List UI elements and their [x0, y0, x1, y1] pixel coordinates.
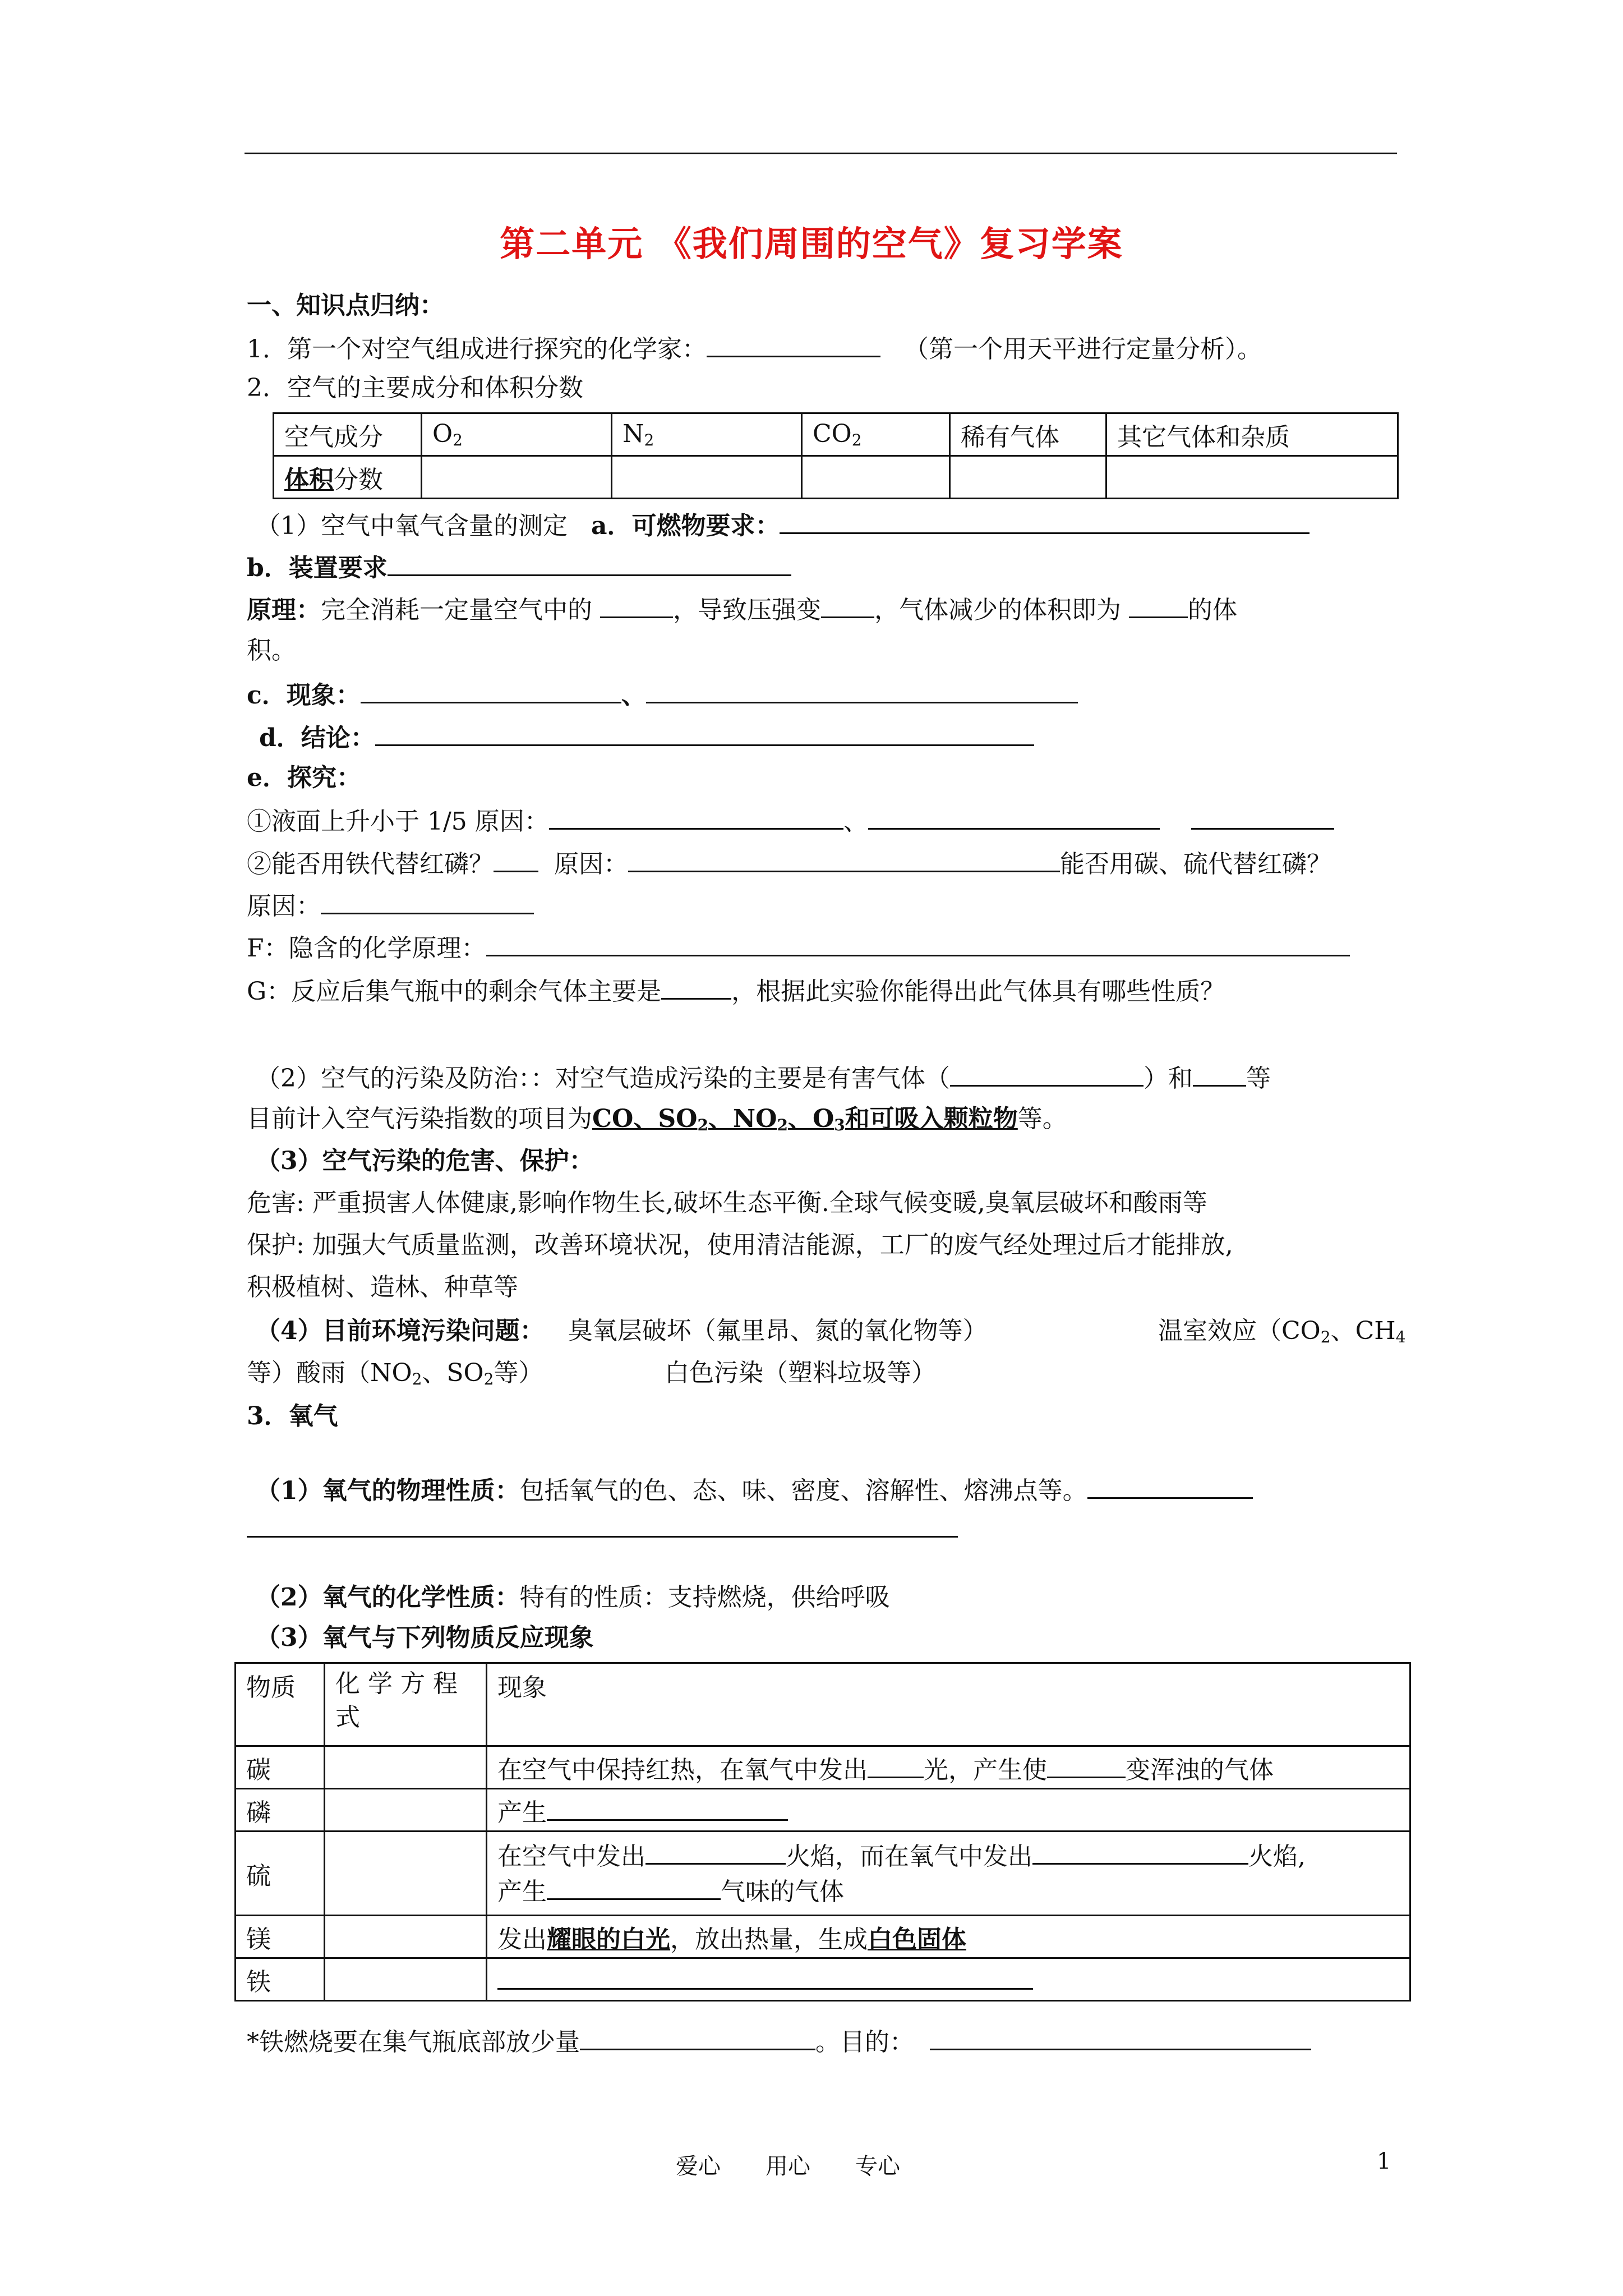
- table-cell[interactable]: [950, 456, 1106, 499]
- blank[interactable]: [361, 677, 621, 703]
- blank[interactable]: [646, 677, 1078, 703]
- table-cell: $O_2$: [422, 413, 612, 456]
- oxygen-test-line: （1）空气中氧气含量的测定 a．可燃物要求：: [256, 508, 1310, 543]
- blank[interactable]: [247, 1536, 958, 1538]
- table-row: 铁: [236, 1958, 1410, 2001]
- page-title: 第二单元 《我们周围的空气》复习学案: [500, 223, 1123, 264]
- acid-rain: 等）酸雨（$NO_2$、$SO_2$等）: [247, 1359, 543, 1388]
- table-row: 碳 在空气中保持红热，在氧气中发出 光，产生使 变浑浊的气体: [236, 1746, 1410, 1789]
- blank[interactable]: [950, 1060, 1144, 1087]
- blank[interactable]: [547, 1795, 788, 1821]
- table-cell: 空气成分: [274, 413, 422, 456]
- protect-text: 保护: 加强大气质量监测，改善环境状况，使用清洁能源，工厂的废气经处理过后才能排放,: [247, 1231, 1233, 1259]
- blank[interactable]: [1129, 592, 1188, 618]
- explore-heading: e．探究：: [247, 763, 361, 792]
- blank[interactable]: [547, 1874, 721, 1900]
- blank[interactable]: [707, 331, 880, 357]
- conclusion-line: d．结论：: [259, 720, 1034, 755]
- table-cell: $CO_2$: [802, 413, 950, 456]
- blank[interactable]: [486, 930, 1350, 956]
- blank[interactable]: [645, 1838, 786, 1865]
- reaction-table: [234, 1662, 1411, 2001]
- table-cell[interactable]: [422, 456, 612, 499]
- oxygen-chemical: （2）氧气的化学性质：特有的性质：支持燃烧，供给呼吸: [256, 1583, 890, 1612]
- blank[interactable]: [661, 973, 731, 1000]
- blank[interactable]: [821, 592, 874, 618]
- table-cell: 体积分数: [274, 456, 422, 499]
- question-1: 1．第一个对空气组成进行探究的化学家： （第一个用天平进行定量分析）。: [247, 331, 1262, 366]
- blank[interactable]: [321, 888, 534, 914]
- page-number: 1: [1377, 2148, 1391, 2174]
- table-cell[interactable]: [1106, 456, 1398, 499]
- remaining-gas: G：反应后集气瓶中的剩余气体主要是 ，根据此实验你能得出此气体具有哪些性质？: [247, 973, 1225, 1009]
- table-row: 镁 发出耀眼的白光，放出热量，生成白色固体: [236, 1916, 1410, 1958]
- pollution-index: 目前计入空气污染指数的项目为CO、$SO_2$、$NO_2$、$O_3$和可吸入颗粒物等。: [247, 1105, 1067, 1134]
- protect-text-2: 积极植树、造林、种草等: [247, 1273, 518, 1301]
- device-requirement: b．装置要求: [247, 550, 791, 585]
- phenomenon-line: c．现象： 、: [247, 677, 1078, 712]
- blank[interactable]: [497, 1963, 1033, 1990]
- blank[interactable]: [868, 1752, 924, 1778]
- table-cell[interactable]: [612, 456, 802, 499]
- principle-line-2: 积。: [247, 636, 296, 665]
- table-cell: 稀有气体: [950, 413, 1106, 456]
- blank[interactable]: [1191, 803, 1334, 830]
- blank[interactable]: [628, 846, 1060, 872]
- blank[interactable]: [1047, 1752, 1126, 1778]
- blank[interactable]: [549, 803, 843, 830]
- blank[interactable]: [780, 508, 1310, 534]
- blank[interactable]: [600, 592, 673, 618]
- principle-line: 原理：完全消耗一定量空气中的 ，导致压强变 ，气体减少的体积即为 的体: [247, 592, 1237, 627]
- blank[interactable]: [1087, 1473, 1253, 1499]
- air-composition-table: [273, 412, 1399, 499]
- blank[interactable]: [1032, 1838, 1248, 1865]
- oxygen-heading: 3．氧气: [247, 1402, 338, 1430]
- table-row: 磷 产生: [236, 1789, 1410, 1832]
- blank[interactable]: [388, 550, 791, 576]
- table-header: 化 学 方 程 式: [325, 1663, 487, 1746]
- blank[interactable]: [930, 2024, 1311, 2050]
- blank[interactable]: [1193, 1060, 1246, 1087]
- section-heading: 一、知识点归纳：: [247, 291, 444, 320]
- greenhouse-effect: 温室效应（$CO_2$、$CH_4$: [1158, 1317, 1406, 1346]
- question-2: 2．空气的主要成分和体积分数: [247, 374, 583, 402]
- table-cell[interactable]: [802, 456, 950, 499]
- pollution-line: （2）空气的污染及防治：：对空气造成污染的主要是有害气体（ ）和 等: [256, 1060, 1271, 1096]
- chemistry-principle: F：隐含的化学原理：: [247, 930, 1350, 965]
- iron-note: *铁燃烧要在集气瓶底部放少量 。目的：: [247, 2024, 1311, 2059]
- oxygen-physical: （1）氧气的物理性质：包括氧气的色、态、味、密度、溶解性、熔沸点等。: [256, 1473, 1253, 1508]
- white-pollution: 白色污染（塑料垃圾等）: [665, 1359, 936, 1387]
- table-row: 硫 在空气中发出 火焰，而在氧气中发出 火焰, 产生 气味的气体: [236, 1832, 1410, 1916]
- pollution-harm-heading: （3）空气污染的危害、保护：: [256, 1147, 594, 1175]
- explore-2: ②能否用铁代替红磷？ 原因： 能否用碳、硫代替红磷？: [247, 846, 1331, 881]
- explore-2-reason: 原因：: [247, 888, 534, 923]
- header-rule: [245, 153, 1397, 154]
- environment-issues: （4）目前环境污染问题： 臭氧层破坏（氟里昂、氮的氧化物等）: [256, 1317, 988, 1345]
- explore-1: ①液面上升小于 1/5 原因： 、: [247, 803, 1334, 839]
- table-cell: $N_2$: [612, 413, 802, 456]
- footer-motto: 爱心 用心 专心: [676, 2154, 900, 2179]
- blank[interactable]: [580, 2024, 815, 2050]
- table-cell: 其它气体和杂质: [1106, 413, 1398, 456]
- blank[interactable]: [375, 720, 1034, 746]
- blank[interactable]: [868, 803, 1160, 830]
- table-header: 物质: [236, 1663, 325, 1746]
- blank[interactable]: [494, 846, 538, 872]
- harm-text: 危害: 严重损害人体健康,影响作物生长,破坏生态平衡.全球气候变暖,臭氧层破坏和酸雨等: [247, 1189, 1207, 1217]
- table-header: 现象: [487, 1663, 1410, 1746]
- reaction-heading: （3）氧气与下列物质反应现象: [256, 1623, 594, 1652]
